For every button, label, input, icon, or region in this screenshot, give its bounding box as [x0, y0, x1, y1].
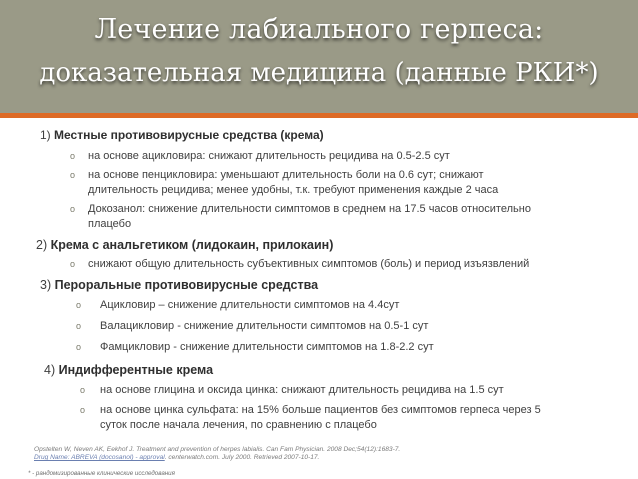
bullet-icon: o: [76, 300, 82, 310]
section-1-title: Местные противовирусные средства (крема): [54, 128, 324, 142]
accent-bar: [0, 113, 638, 118]
bullet-icon: o: [80, 385, 86, 395]
section-4-number: 4): [44, 363, 56, 377]
section-1-item-2: o на основе пенцикловира: уменьшают длительность боли на 0.6 сут; снижают: [70, 169, 484, 181]
section-1-heading: [40, 128, 626, 143]
section-1-item-1: o на основе ацикловира: снижают длительность рецидива на 0.5-2.5 сут: [70, 150, 450, 162]
section-1-item-2-cont: длительность рецидива; менее удобны, т.к. требуют применения каждые 2 часа: [88, 184, 499, 196]
section-2-title: Крема с анальгетиком (лидокаин, прилокаин): [50, 238, 334, 252]
section-2-number: 2): [36, 238, 48, 252]
bullet-icon: o: [76, 321, 82, 331]
bullet-icon: o: [70, 204, 76, 214]
section-4-title: Индифферентные крема: [58, 363, 214, 377]
bullet-icon: o: [80, 405, 86, 415]
section-2-heading: [36, 237, 626, 253]
section-4-item-2-cont: суток после начала лечения, по сравнению с плацебо: [100, 419, 377, 431]
section-3-number: 3): [40, 278, 52, 292]
slide-title-line-1: Лечение лабиального герпеса:: [94, 14, 544, 45]
section-3-item-2: o Валацикловир - снижение длительности симптомов на 0.5-1 сут: [76, 320, 429, 332]
section-1-number: 1): [40, 128, 51, 142]
reference-2-link[interactable]: Drug Name: ABREVA (docosanol) - approval: [34, 454, 165, 461]
section-1-item-3: o Докозанол: снижение длительности симптомов в среднем на 17.5 часов относительно: [70, 203, 531, 215]
section-4-heading: [44, 362, 626, 378]
reference-1: Opstelten W, Neven AK, Eekhof J. Treatment and prevention of herpes labialis. Can Fam Physician. 2008 Dec;54(12):1683-7.: [34, 446, 401, 453]
section-2-item-1: o снижают общую длительность субъективных симптомов (боль) и период изъязвлений: [70, 258, 530, 270]
slide-content: [36, 128, 626, 433]
section-1-item-3-cont: плацебо: [88, 218, 132, 230]
bullet-icon: o: [70, 151, 76, 161]
bullet-icon: o: [70, 259, 76, 269]
section-3-item-1: o Ацикловир – снижение длительности симптомов на 4.4сут: [76, 299, 400, 311]
bullet-icon: o: [76, 342, 82, 352]
section-3-item-3: o Фамцикловир - снижение длительности симптомов на 1.8-2.2 сут: [76, 341, 434, 353]
section-3-heading: [40, 277, 626, 293]
references: [34, 446, 594, 462]
section-4-item-2: o на основе цинка сульфата: на 15% больше пациентов без симптомов герпеса через 5: [80, 404, 541, 416]
reference-2: Drug Name: ABREVA (docosanol) - approval. centerwatch.com. July 2000. Retrieved 2007-10-17.: [34, 454, 320, 461]
section-3-title: Пероральные противовирусные средства: [54, 278, 319, 292]
footnote: * - рандомизированные клинические исследования: [28, 470, 175, 477]
bullet-icon: o: [70, 170, 76, 180]
slide-header: [0, 0, 638, 113]
slide-title-line-2: доказательная медицина (данные РКИ*): [39, 58, 599, 88]
section-4-item-1: o на основе глицина и оксида цинка: снижают длительность рецидива на 1.5 сут: [80, 384, 504, 396]
